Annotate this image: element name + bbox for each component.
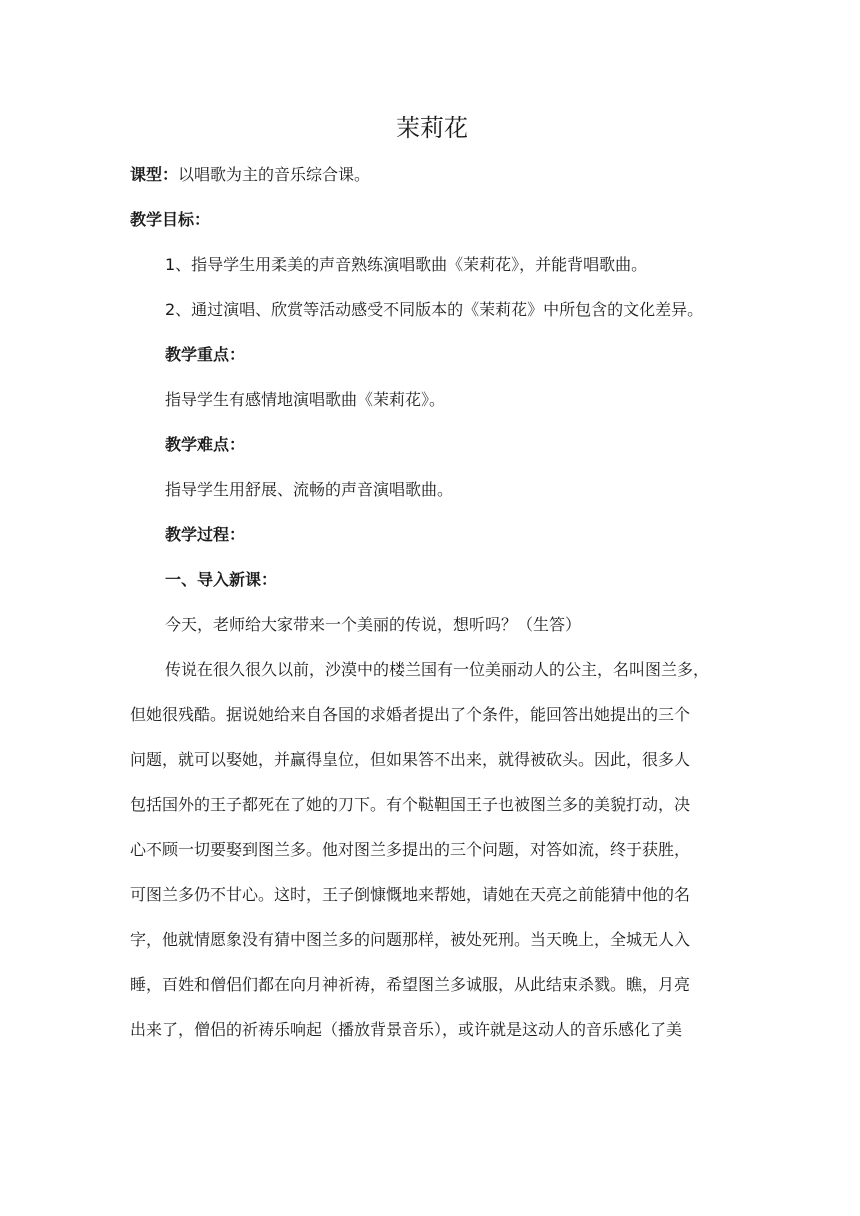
process-heading: 教学过程：: [165, 525, 246, 544]
objective-item-2: 2、通过演唱、欣赏等活动感受不同版本的《茉莉花》中所包含的文化差异。: [165, 300, 704, 319]
course-type-line: [130, 152, 734, 197]
story-line: 可图兰多仍不甘心。这时，王子倒慷慨地来帮她，请她在天亮之前能猜中他的名: [130, 885, 691, 904]
course-type-label: 课型：: [130, 165, 179, 184]
story-line: 包括国外的王子都死在了她的刀下。有个鞑靼国王子也被图兰多的美貌打动，决: [130, 795, 691, 814]
document-page: [130, 108, 734, 1052]
story-line: 心不顾一切要娶到图兰多。他对图兰多提出的三个问题，对答如流，终于获胜，: [130, 840, 691, 859]
difficulties-heading: 教学难点：: [165, 435, 246, 454]
difficulties-text: 指导学生用舒展、流畅的声音演唱歌曲。: [165, 480, 454, 499]
story-line: 出来了，僧侣的祈祷乐响起（播放背景音乐），或许就是这动人的音乐感化了美: [130, 1020, 683, 1039]
key-points-text: 指导学生有感情地演唱歌曲《茉莉花》。: [165, 390, 446, 409]
story-paragraph: [130, 647, 734, 1052]
story-line: 传说在很久很久以前，沙漠中的楼兰国有一位美丽动人的公主，名叫图兰多，: [165, 660, 710, 679]
story-line: 字，他就情愿象没有猜中图兰多的问题那样，被处死刑。当天晚上，全城无人入: [130, 930, 691, 949]
section-1-heading: 一、导入新课：: [165, 570, 278, 589]
story-line: 睡，百姓和僧侣们都在向月神祈祷，希望图兰多诚服，从此结束杀戮。瞧，月亮: [130, 975, 691, 994]
objective-item-1: 1、指导学生用柔美的声音熟练演唱歌曲《茉莉花》，并能背唱歌曲。: [165, 255, 648, 274]
document-title: 茉莉花: [396, 114, 468, 142]
story-line: 问题，就可以娶她，并赢得皇位，但如果答不出来，就得被砍头。因此，很多人: [130, 750, 691, 769]
course-type-value: 以唱歌为主的音乐综合课。: [178, 165, 371, 184]
intro-line: 今天，老师给大家带来一个美丽的传说，想听吗？（生答）: [165, 615, 582, 634]
story-line: 但她很残酷。据说她给来自各国的求婚者提出了个条件，能回答出她提出的三个: [130, 705, 691, 724]
key-points-heading: 教学重点：: [165, 345, 246, 364]
objectives-heading: 教学目标：: [130, 210, 211, 229]
